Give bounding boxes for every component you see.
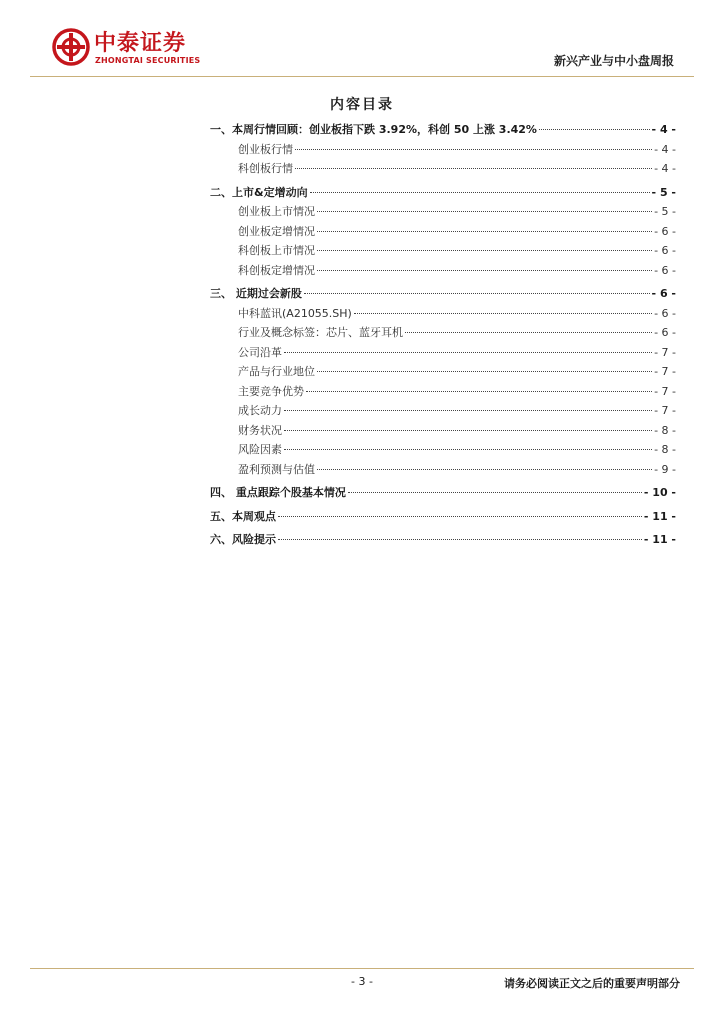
toc-entry[interactable] <box>210 363 676 383</box>
toc-entry-section-5[interactable] <box>210 508 676 528</box>
toc-entry-page: - 7 - <box>654 365 676 378</box>
toc-dot-leader <box>295 149 652 150</box>
toc-entry-page: - 6 - <box>654 326 676 339</box>
toc-dot-leader <box>354 313 652 314</box>
toc-dot-leader <box>317 250 652 251</box>
toc-entry-label: 创业板行情 <box>238 142 293 156</box>
toc-entry-label: 风险因素 <box>238 443 282 456</box>
toc-entry-label: 创业板上市情况 <box>238 205 315 218</box>
toc-dot-leader <box>278 539 642 540</box>
toc-entry-label: 财务状况 <box>238 423 282 437</box>
toc-entry[interactable] <box>210 242 676 262</box>
toc-dot-leader <box>310 192 650 193</box>
toc-entry-label: 科创板上市情况 <box>238 244 315 257</box>
toc-entry-page: - 11 - <box>643 533 676 546</box>
toc-entry-page: - 7 - <box>654 345 676 359</box>
toc-dot-leader <box>539 129 650 130</box>
toc-entry-label: 产品与行业地位 <box>238 365 315 378</box>
toc-entry-label: 科创板行情 <box>238 162 293 175</box>
toc-entry-page: - 8 - <box>654 443 676 456</box>
toc-entry[interactable] <box>210 262 676 282</box>
toc-entry-label: 三、 近期过会新股 <box>210 287 302 300</box>
toc-entry-label: 四、 重点跟踪个股基本情况 <box>210 486 346 499</box>
toc-entry[interactable] <box>210 461 676 481</box>
logo-en-text: ZHONGTAI SECURITIES <box>95 56 201 65</box>
zhongtai-logo-icon <box>52 28 90 66</box>
toc-entry-label: 公司沿革 <box>238 345 282 359</box>
toc-dot-leader <box>284 449 652 450</box>
toc-entry[interactable] <box>210 344 676 364</box>
toc-dot-leader <box>317 469 652 470</box>
toc-dot-leader <box>317 371 652 372</box>
toc-entry[interactable] <box>210 324 676 344</box>
toc-entry-page: - 5 - <box>654 205 676 218</box>
toc-entry-section-2[interactable] <box>210 184 676 204</box>
toc-dot-leader <box>304 293 650 294</box>
toc-title: 内容目录 <box>330 97 394 113</box>
toc-dot-leader <box>284 352 652 353</box>
toc-dot-leader <box>317 231 652 232</box>
toc-entry-page: - 4 - <box>654 142 676 156</box>
toc-dot-leader <box>278 516 642 517</box>
toc-dot-leader <box>306 391 652 392</box>
toc-entry-page: - 11 - <box>643 509 676 523</box>
toc-entry-label: 中科蓝讯(A21055.SH) <box>238 306 352 320</box>
toc-dot-leader <box>317 211 652 212</box>
toc-entry-page: - 7 - <box>654 384 676 398</box>
toc-entry-label: 二、上市&定增动向 <box>210 185 308 199</box>
toc-dot-leader <box>284 430 652 431</box>
logo-cn-text: 中泰证券 <box>94 31 187 56</box>
toc-entry[interactable] <box>210 141 676 161</box>
toc-dot-leader <box>348 492 642 493</box>
table-of-contents <box>210 121 676 551</box>
toc-entry-page: - 4 - <box>654 162 676 175</box>
toc-entry[interactable] <box>210 203 676 223</box>
toc-entry-page: - 6 - <box>651 287 676 300</box>
toc-entry[interactable] <box>210 402 676 422</box>
toc-entry-label: 创业板定增情况 <box>238 224 315 238</box>
toc-entry-section-4[interactable] <box>210 484 676 504</box>
company-logo <box>52 26 242 72</box>
toc-entry[interactable] <box>210 305 676 325</box>
toc-entry-page: - 6 - <box>654 306 676 320</box>
toc-entry-page: - 6 - <box>654 263 676 277</box>
toc-entry-label: 成长动力 <box>238 404 282 417</box>
toc-entry-label: 一、本周行情回顾：创业板指下跌 3.92%，科创 50 上涨 3.42% <box>210 123 537 136</box>
toc-entry-section-6[interactable] <box>210 531 676 551</box>
toc-entry-label: 主要竞争优势 <box>238 384 304 398</box>
toc-entry-label: 五、本周观点 <box>210 509 276 523</box>
toc-entry-label: 科创板定增情况 <box>238 263 315 277</box>
toc-dot-leader <box>405 332 652 333</box>
report-name: 新兴产业与中小盘周报 <box>553 54 674 68</box>
toc-entry-page: - 10 - <box>643 486 676 499</box>
header-divider <box>30 76 694 77</box>
toc-entry-page: - 7 - <box>654 404 676 417</box>
toc-entry-page: - 8 - <box>654 423 676 437</box>
toc-entry-page: - 4 - <box>651 123 676 136</box>
toc-entry[interactable] <box>210 223 676 243</box>
disclaimer-note: 请务必阅读正文之后的重要声明部分 <box>504 977 680 990</box>
toc-dot-leader <box>284 410 652 411</box>
footer-divider <box>30 968 694 969</box>
toc-entry-page: - 5 - <box>651 185 676 199</box>
toc-entry-section-1[interactable] <box>210 121 676 141</box>
toc-entry-page: - 6 - <box>654 244 676 257</box>
toc-entry[interactable] <box>210 383 676 403</box>
toc-dot-leader <box>317 270 652 271</box>
toc-entry[interactable] <box>210 422 676 442</box>
toc-entry-label: 盈利预测与估值 <box>238 462 315 476</box>
toc-entry-page: - 6 - <box>654 224 676 238</box>
page-number: - 3 - <box>351 975 373 988</box>
toc-dot-leader <box>295 168 652 169</box>
toc-entry[interactable] <box>210 441 676 461</box>
toc-entry[interactable] <box>210 160 676 180</box>
toc-entry-page: - 9 - <box>654 462 676 476</box>
toc-entry-label: 行业及概念标签：芯片、蓝牙耳机 <box>238 326 403 339</box>
toc-entry-label: 六、风险提示 <box>210 533 276 546</box>
toc-entry-section-3[interactable] <box>210 285 676 305</box>
